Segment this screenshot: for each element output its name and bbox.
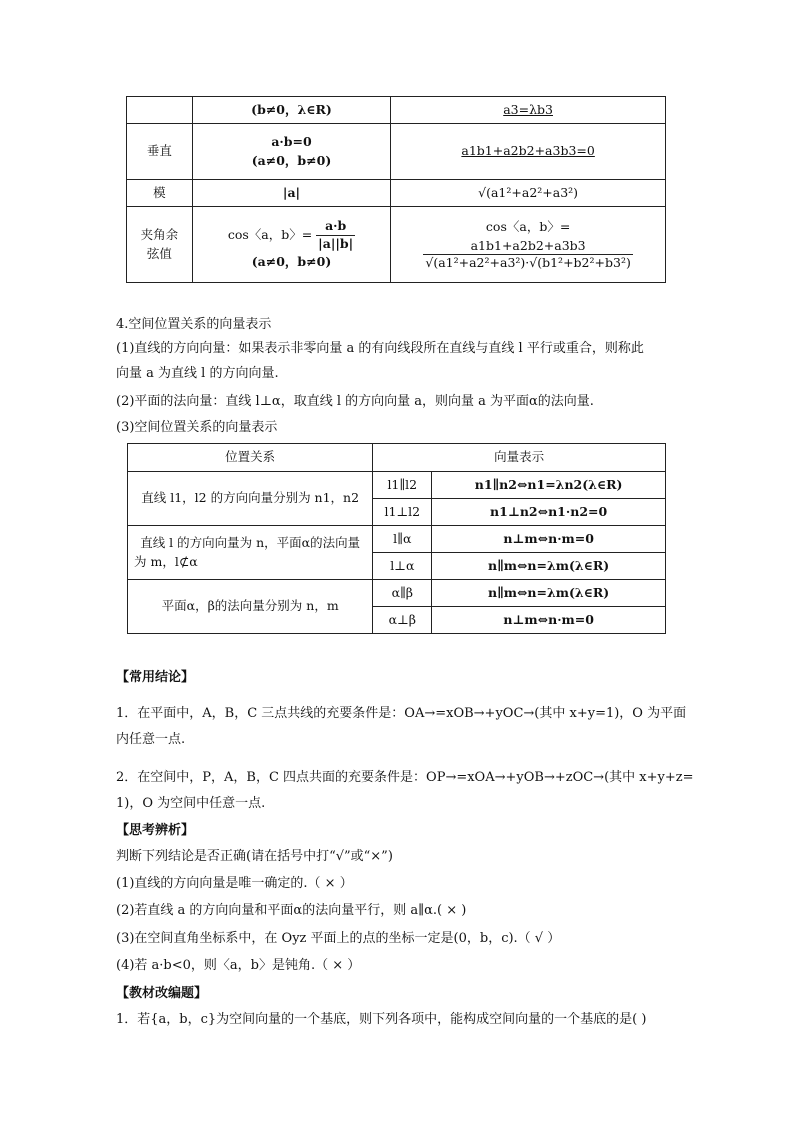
row-label-cosine — [127, 207, 193, 283]
table-row — [127, 207, 666, 283]
cosine-prefix: cos〈a，b〉= — [227, 226, 313, 242]
vector-coordinate-table — [126, 96, 666, 283]
relation-cell: l1⊥l2 — [373, 499, 432, 526]
relation-cell: α⊥β — [373, 607, 432, 634]
cosine-coord-top: cos〈a，b〉= — [485, 218, 571, 234]
thinking-heading: 【思考辨析】 — [116, 823, 195, 838]
textbook-heading: 【教材改编题】 — [116, 986, 208, 1001]
thinking-item-2: (2)若直线 a 的方向向量和平面α的法向量平行，则 a∥α.( × ) — [116, 903, 467, 918]
cosine-vector-formula — [192, 207, 390, 283]
cosine-coord-numerator: a1b1+a2b2+a3b3 — [423, 238, 632, 256]
common-item1-line1: 1．在平面中，A，B，C 三点共线的充要条件是：OA→=xOB→+yOC→(其中 x+y=1)，O 为平面 — [116, 706, 687, 721]
cosine-coordinate-formula — [391, 207, 666, 283]
common-item2-line2: 1)，O 为空间中任意一点. — [116, 796, 266, 811]
relation-cell: α∥β — [373, 580, 432, 607]
row-label — [127, 97, 193, 124]
section4-p2: (2)平面的法向量：直线 l⊥α，取直线 l 的方向向量 a，则向量 a 为平面α的法向量. — [116, 394, 594, 409]
row-label-magnitude: 模 — [127, 180, 193, 207]
table-row — [128, 472, 666, 499]
cosine-coord-denominator: √(a1²+a2²+a3²)·√(b1²+b2²+b3²) — [425, 255, 631, 271]
group2-label-line1: 直线 l 的方向向量为 n，平面α的法向量 — [140, 534, 361, 550]
group2-label-line2: 为 m，l⊄α — [134, 553, 198, 569]
cosine-numerator: a·b — [316, 218, 355, 236]
cosine-label-line2: 弦值 — [146, 245, 172, 261]
perp-dot-zero: a·b=0 — [271, 133, 312, 149]
header-position-relation: 位置关系 — [128, 444, 373, 472]
cosine-coord-fraction — [423, 238, 632, 273]
position-relation-table — [127, 443, 666, 634]
cosine-fraction — [316, 218, 355, 253]
parallel-condition: (b≠0，λ∈R) — [192, 97, 390, 124]
textbook-question-1: 1．若{a，b，c}为空间向量的一个基底，则下列各项中，能构成空间向量的一个基底的是( ) — [116, 1012, 647, 1027]
header-vector-representation: 向量表示 — [373, 444, 666, 472]
relation-cell: l⊥α — [373, 553, 432, 580]
row-label-perpendicular: 垂直 — [127, 124, 193, 180]
vector-cell: n1⊥n2⇔n1·n2=0 — [432, 499, 666, 526]
section4-title: 4.空间位置关系的向量表示 — [116, 317, 272, 332]
section4-p1-line1: (1)直线的方向向量：如果表示非零向量 a 的有向线段所在直线与直线 l 平行或重合，则称此 — [116, 341, 644, 356]
thinking-item-4: (4)若 a·b<0，则〈a，b〉是钝角.（ × ） — [116, 958, 361, 973]
section4-p1-line2: 向量 a 为直线 l 的方向向量. — [116, 366, 279, 381]
vector-cell: n1∥n2⇔n1=λn2(λ∈R) — [432, 472, 666, 499]
cosine-nonzero: (a≠0，b≠0) — [251, 254, 332, 270]
vector-cell: n∥m⇔n=λm(λ∈R) — [432, 553, 666, 580]
group3-label: 平面α，β的法向量分别为 n，m — [128, 580, 373, 634]
table-row — [127, 97, 666, 124]
perpendicular-condition — [192, 124, 390, 180]
thinking-item-3: (3)在空间直角坐标系中，在 Oyz 平面上的点的坐标一定是(0，b，c).（ √ ） — [116, 931, 561, 946]
table-row — [127, 124, 666, 180]
cosine-denominator: |a||b| — [318, 235, 354, 251]
group1-label: 直线 l1，l2 的方向向量分别为 n1，n2 — [128, 472, 373, 526]
common-heading: 【常用结论】 — [116, 670, 195, 685]
relation-cell: l1∥l2 — [373, 472, 432, 499]
relation-cell: l∥α — [373, 526, 432, 553]
table-row — [127, 180, 666, 207]
group2-label — [128, 526, 373, 580]
perp-nonzero: (a≠0，b≠0) — [251, 152, 332, 168]
magnitude-vector: |a| — [192, 180, 390, 207]
table-row — [128, 580, 666, 607]
vector-cell: n⊥m⇔n·m=0 — [432, 526, 666, 553]
common-item1-line2: 内任意一点. — [116, 732, 186, 747]
vector-cell: n∥m⇔n=λm(λ∈R) — [432, 580, 666, 607]
magnitude-coordinate: √(a1²+a2²+a3²) — [391, 180, 666, 207]
parallel-coordinate: a3=λb3 — [391, 97, 666, 124]
table-row — [128, 526, 666, 553]
thinking-item-1: (1)直线的方向向量是唯一确定的.（ × ） — [116, 876, 353, 891]
section4-p3: (3)空间位置关系的向量表示 — [116, 420, 278, 435]
perpendicular-coordinate: a1b1+a2b2+a3b3=0 — [391, 124, 666, 180]
thinking-intro: 判断下列结论是否正确(请在括号中打“√”或“×”) — [116, 849, 393, 864]
vector-cell: n⊥m⇔n·m=0 — [432, 607, 666, 634]
common-item2-line1: 2．在空间中，P，A，B，C 四点共面的充要条件是：OP→=xOA→+yOB→+zOC→(其中 x+y+z= — [116, 770, 694, 785]
table-header-row — [128, 444, 666, 472]
cosine-label-line1: 夹角余 — [140, 226, 179, 242]
